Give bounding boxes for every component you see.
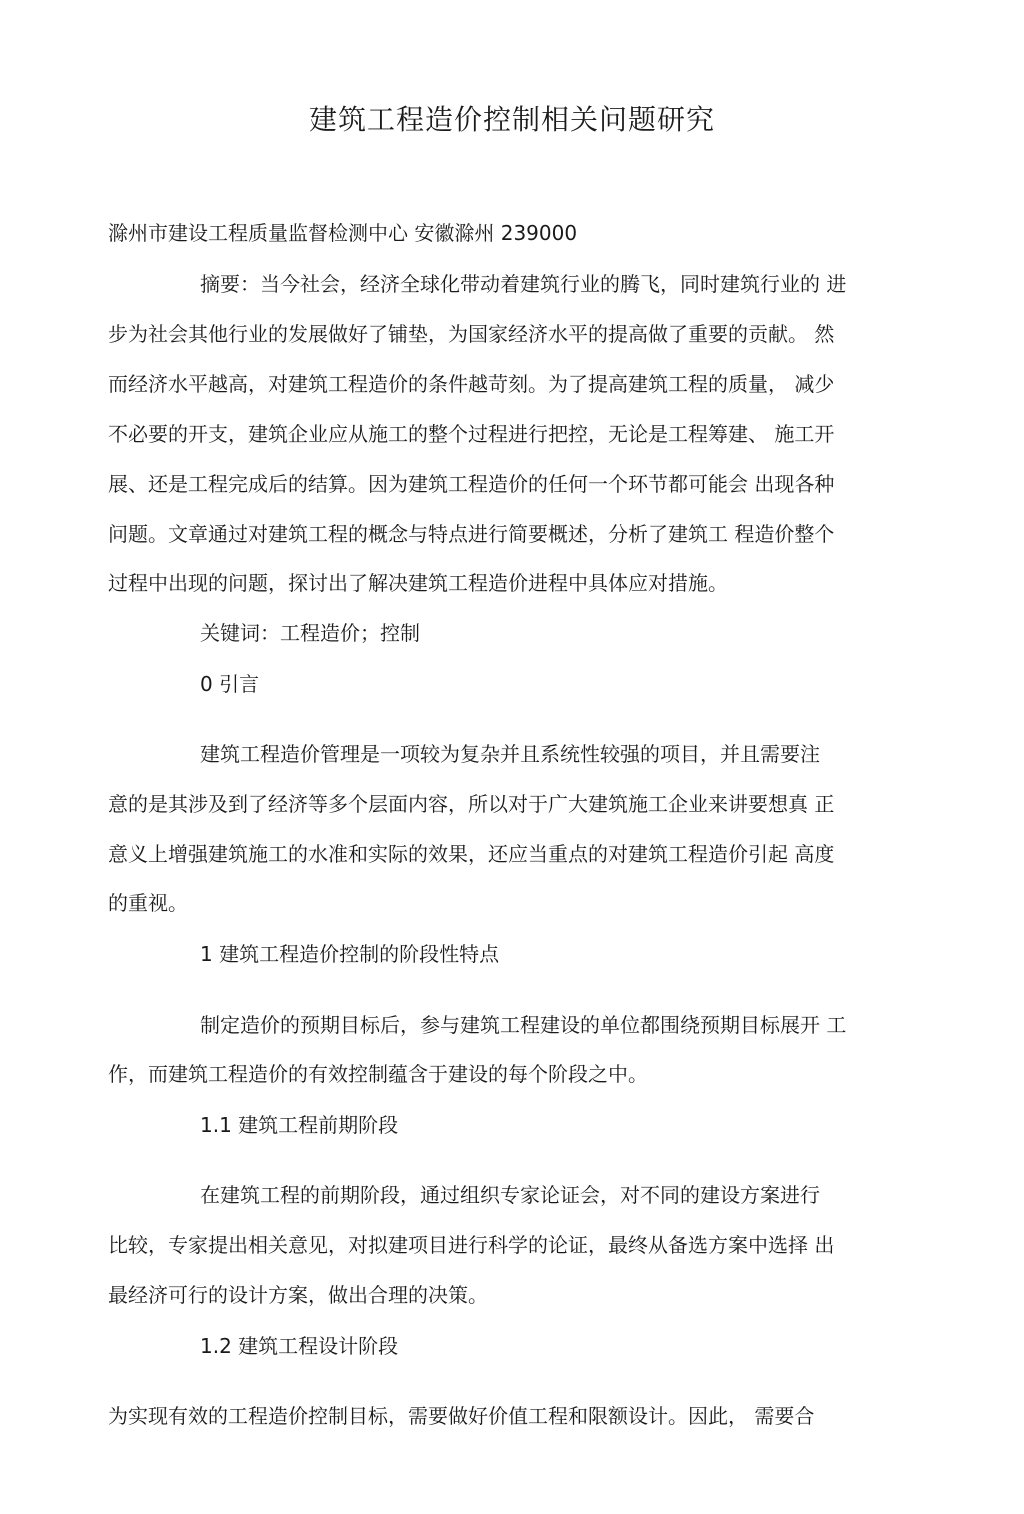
section-heading-1-2: 1.2 建筑工程设计阶段 bbox=[200, 1334, 399, 1358]
abstract-line: 摘要：当今社会，经济全球化带动着建筑行业的腾飞，同时建筑行业的 进 bbox=[200, 272, 847, 296]
abstract-line: 不必要的开支，建筑企业应从施工的整个过程进行把控，无论是工程筹建、 施工开 bbox=[108, 422, 835, 446]
abstract-line: 步为社会其他行业的发展做好了铺垫，为国家经济水平的提高做了重要的贡献。 然 bbox=[108, 322, 835, 346]
section1-line: 制定造价的预期目标后，参与建筑工程建设的单位都围绕预期目标展开 工 bbox=[200, 1013, 847, 1037]
section1-2-line: 为实现有效的工程造价控制目标，需要做好价值工程和限额设计。因此， 需要合 bbox=[108, 1404, 815, 1428]
section-heading-1: 1 建筑工程造价控制的阶段性特点 bbox=[200, 942, 500, 966]
intro-line: 的重视。 bbox=[108, 891, 188, 915]
abstract-line: 展、还是工程完成后的结算。因为建筑工程造价的任何一个环节都可能会 出现各种 bbox=[108, 472, 835, 496]
section1-1-line: 在建筑工程的前期阶段，通过组织专家论证会，对不同的建设方案进行 bbox=[200, 1183, 820, 1207]
author-affiliation: 滁州市建设工程质量监督检测中心 安徽滁州 239000 bbox=[108, 221, 578, 245]
abstract-line: 问题。文章通过对建筑工程的概念与特点进行简要概述，分析了建筑工 程造价整个 bbox=[108, 522, 835, 546]
section1-line: 作，而建筑工程造价的有效控制蕴含于建设的每个阶段之中。 bbox=[108, 1062, 648, 1086]
document-title: 建筑工程造价控制相关问题研究 bbox=[308, 103, 715, 136]
abstract-line: 而经济水平越高，对建筑工程造价的条件越苛刻。为了提高建筑工程的质量， 减少 bbox=[108, 372, 835, 396]
keywords: 关键词：工程造价；控制 bbox=[200, 621, 420, 645]
section-heading-1-1: 1.1 建筑工程前期阶段 bbox=[200, 1113, 399, 1137]
intro-line: 意的是其涉及到了经济等多个层面内容，所以对于广大建筑施工企业来讲要想真 正 bbox=[108, 792, 835, 816]
section1-1-line: 比较，专家提出相关意见，对拟建项目进行科学的论证，最终从备选方案中选择 出 bbox=[108, 1233, 835, 1257]
section-heading-0: 0 引言 bbox=[200, 672, 260, 696]
section1-1-line: 最经济可行的设计方案，做出合理的决策。 bbox=[108, 1283, 488, 1307]
intro-line: 意义上增强建筑施工的水准和实际的效果，还应当重点的对建筑工程造价引起 高度 bbox=[108, 842, 835, 866]
abstract-line: 过程中出现的问题，探讨出了解决建筑工程造价进程中具体应对措施。 bbox=[108, 571, 728, 595]
intro-line: 建筑工程造价管理是一项较为复杂并且系统性较强的项目，并且需要注 bbox=[200, 742, 820, 766]
